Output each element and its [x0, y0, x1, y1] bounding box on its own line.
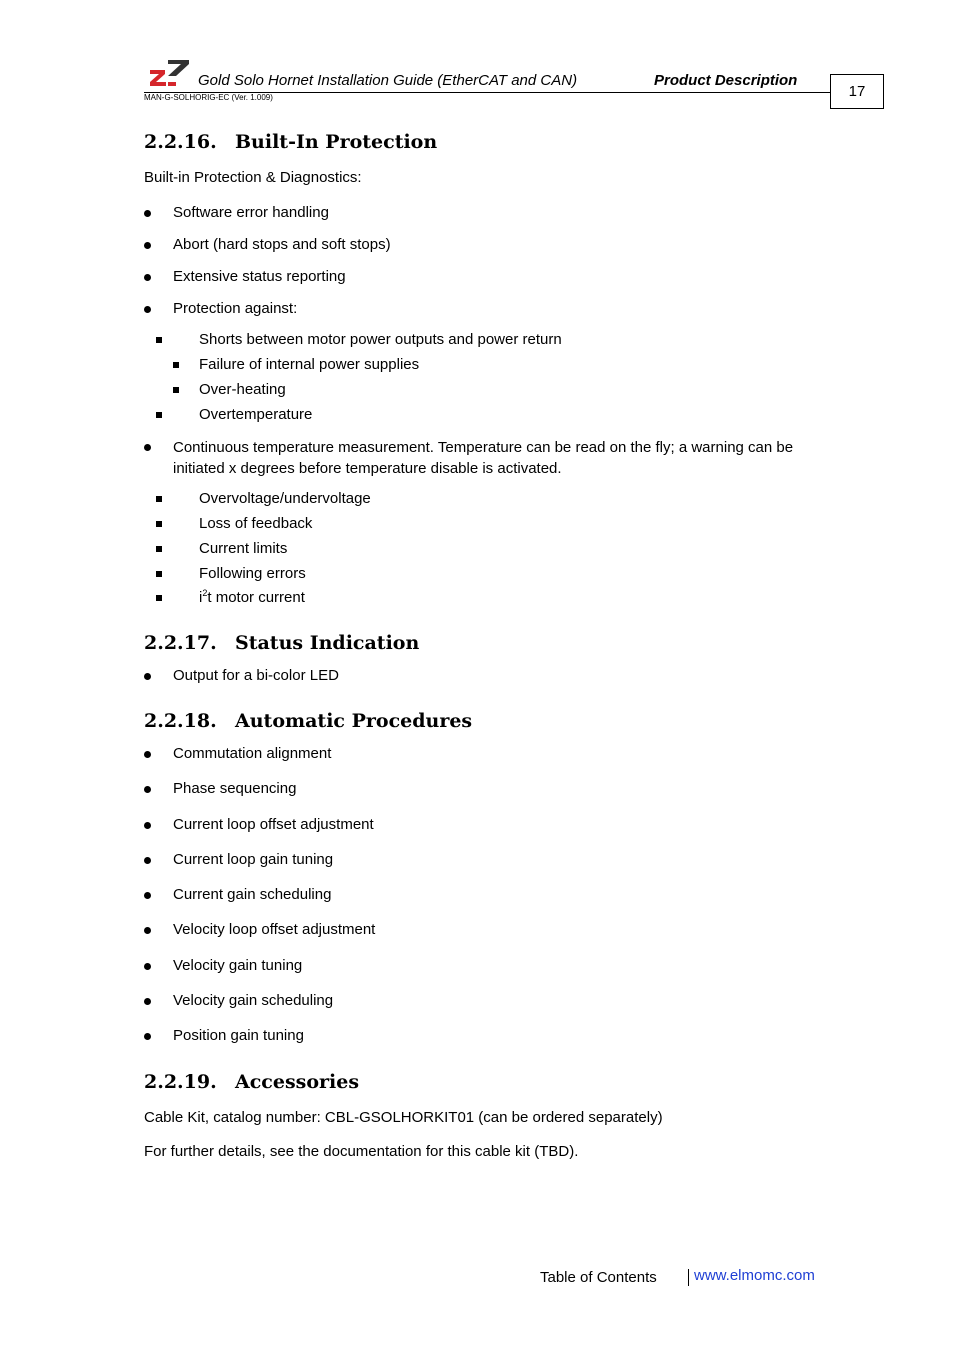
list-item-text: Velocity gain scheduling	[173, 992, 334, 1009]
square-bullet-icon	[156, 521, 162, 527]
list-item-text	[199, 589, 305, 606]
i2t-superscript: 2	[202, 588, 208, 598]
bullet-icon	[144, 667, 152, 675]
list-item-text: Loss of feedback	[199, 515, 313, 532]
heading-text: Built-In Protection	[235, 131, 438, 153]
bullet-icon	[144, 745, 152, 753]
list-item-text: Overtemperature	[199, 406, 313, 423]
list-item-text: Phase sequencing	[173, 780, 297, 797]
header-title: Gold Solo Hornet Installation Guide (EtherCAT and CAN)	[198, 72, 578, 89]
bullet-icon	[144, 236, 152, 244]
list-item-text: Velocity loop offset adjustment	[173, 921, 376, 938]
bullet-icon	[144, 957, 152, 965]
heading-text: Status Indication	[235, 632, 420, 654]
header-section: Product Description	[654, 72, 798, 89]
bullet-icon	[144, 851, 152, 859]
list-item-text: Following errors	[199, 565, 306, 582]
bullet-icon	[144, 268, 152, 276]
list-item-text: Extensive status reporting	[173, 268, 346, 285]
i2t-suffix: t motor current	[207, 589, 305, 606]
heading-number: 2.2.18.	[144, 710, 217, 732]
bullet-icon	[144, 780, 152, 788]
bullet-icon	[144, 300, 152, 308]
heading-number: 2.2.17.	[144, 632, 217, 654]
list-item-text: Over-heating	[199, 381, 286, 398]
bullet-icon	[144, 921, 152, 929]
continuous-temperature-text: Continuous temperature measurement. Temperature can be read on the fly; a warning can be initiated x degrees before temperature disable is activated.	[173, 439, 794, 477]
list-item-text: Current limits	[199, 540, 288, 557]
list-item-text: Current gain scheduling	[173, 886, 332, 903]
doc-code: MAN-G-SOLHORIG-EC (Ver. 1.009)	[144, 93, 273, 102]
table-of-contents-link[interactable]: Table of Contents	[540, 1269, 657, 1286]
list-item-text: Abort (hard stops and soft stops)	[173, 236, 391, 253]
list-item-text: Output for a bi-color LED	[173, 667, 339, 684]
bullet-icon	[144, 886, 152, 894]
heading-automatic-procedures	[144, 710, 472, 732]
page-number-box	[830, 74, 884, 109]
list-item-text: Protection against:	[173, 300, 298, 317]
accessories-cable-kit: Cable Kit, catalog number: CBL-GSOLHORKIT01 (can be ordered separately)	[144, 1109, 663, 1126]
heading-text: Automatic Procedures	[235, 710, 473, 732]
list-item-text: Position gain tuning	[173, 1027, 304, 1044]
protection-intro: Built-in Protection & Diagnostics:	[144, 169, 362, 186]
bullet-icon	[144, 816, 152, 824]
page-number: 17	[848, 83, 866, 100]
list-item-text: Current loop gain tuning	[173, 851, 334, 868]
list-item-text: Overvoltage/undervoltage	[199, 490, 371, 507]
heading-number: 2.2.16.	[144, 131, 217, 153]
list-item-text: Failure of internal power supplies	[199, 356, 420, 373]
square-bullet-icon	[156, 595, 162, 601]
square-bullet-icon	[173, 387, 179, 393]
heading-text: Accessories	[235, 1071, 360, 1093]
square-bullet-icon	[156, 546, 162, 552]
bullet-icon	[144, 992, 152, 1000]
square-bullet-icon	[156, 571, 162, 577]
i2t-prefix: i	[199, 589, 203, 606]
footer-divider	[688, 1269, 689, 1286]
bullet-icon	[144, 444, 151, 451]
accessories-details: For further details, see the documentation for this cable kit (TBD).	[144, 1143, 579, 1160]
heading-status-indication	[144, 632, 419, 654]
square-bullet-icon	[156, 412, 162, 418]
heading-built-in-protection	[144, 131, 437, 153]
list-item-text: Current loop offset adjustment	[173, 816, 374, 833]
heading-number: 2.2.19.	[144, 1071, 217, 1093]
heading-accessories	[144, 1071, 359, 1093]
square-bullet-icon	[156, 496, 162, 502]
elmo-logo	[148, 58, 190, 88]
list-item-text: Software error handling	[173, 204, 329, 221]
list-item-text: Velocity gain tuning	[173, 957, 303, 974]
square-bullet-icon	[156, 337, 162, 343]
bullet-icon	[144, 1027, 152, 1035]
square-bullet-icon	[173, 362, 179, 368]
bullet-icon	[144, 204, 152, 212]
website-link[interactable]: www.elmomc.com	[694, 1267, 815, 1284]
list-item-text: Commutation alignment	[173, 745, 332, 762]
list-item-text: Shorts between motor power outputs and power return	[199, 331, 562, 348]
